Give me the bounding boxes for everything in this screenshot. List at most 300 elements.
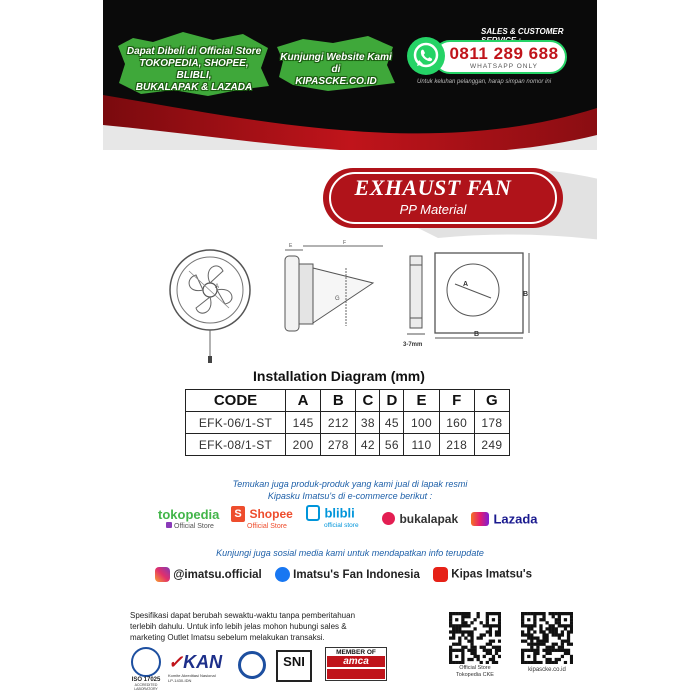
qr-module xyxy=(470,643,473,646)
qr-module xyxy=(486,618,489,621)
amca-badge xyxy=(325,647,387,681)
qr-module xyxy=(486,630,489,633)
qr-module xyxy=(492,618,495,621)
qr-module xyxy=(549,658,552,661)
qr-module xyxy=(458,643,461,646)
col-header-a: A xyxy=(286,390,321,412)
qr-module xyxy=(552,615,555,618)
qr-module xyxy=(564,618,567,621)
qr-module xyxy=(521,652,524,655)
qr1-caption-line: Tokopedia CKE xyxy=(456,672,494,678)
col-header-e: E xyxy=(404,390,439,412)
qr-module xyxy=(455,661,458,664)
iso-sub: ACCREDITED LABORATORY xyxy=(134,683,158,691)
qr-module xyxy=(455,618,458,621)
sni-badge xyxy=(276,650,312,682)
amca-label: amca xyxy=(327,656,385,667)
qr-module xyxy=(464,646,467,649)
g-mark-icon xyxy=(238,651,266,679)
qr-module xyxy=(539,612,542,615)
cell: 200 xyxy=(286,434,321,456)
qr-module xyxy=(533,618,536,621)
phone-number[interactable]: 0811 289 688 xyxy=(449,44,559,63)
qr-module xyxy=(555,612,558,615)
qr-module xyxy=(492,655,495,658)
qr-module xyxy=(527,624,530,627)
ecommerce-intro xyxy=(163,478,537,502)
qr-module xyxy=(477,658,480,661)
cell: 160 xyxy=(439,412,474,434)
qr-module xyxy=(545,633,548,636)
qr-module xyxy=(530,627,533,630)
youtube-channel[interactable]: Kipas Imatsu's xyxy=(451,568,532,581)
qr-module xyxy=(524,640,527,643)
qr-module xyxy=(483,624,486,627)
qr-module xyxy=(449,615,452,618)
qr-module xyxy=(564,612,567,615)
qr-module xyxy=(480,646,483,649)
qr-module xyxy=(467,615,470,618)
col-header-b: B xyxy=(321,390,356,412)
qr-module xyxy=(530,661,533,664)
blibli-logo[interactable] xyxy=(306,504,376,529)
qr-module xyxy=(561,633,564,636)
qr-module xyxy=(567,649,570,652)
qr-module xyxy=(564,640,567,643)
lazada-logo[interactable] xyxy=(471,510,551,528)
qr-module xyxy=(533,630,536,633)
label-a: A xyxy=(215,284,220,290)
qr-module xyxy=(524,661,527,664)
qr-module xyxy=(521,612,524,615)
qr-module xyxy=(567,636,570,639)
disclaimer xyxy=(130,610,425,643)
qr-module xyxy=(558,636,561,639)
qr-module xyxy=(473,618,476,621)
kan-label: KAN xyxy=(183,652,223,672)
qr-module xyxy=(521,621,524,624)
qr-module xyxy=(486,661,489,664)
qr-module xyxy=(489,652,492,655)
qr-module xyxy=(527,655,530,658)
qr-module xyxy=(527,643,530,646)
qr-module xyxy=(489,612,492,615)
label-f: F xyxy=(343,240,347,246)
qr-module xyxy=(521,615,524,618)
qr-module xyxy=(498,640,501,643)
qr-module xyxy=(552,643,555,646)
qr-module xyxy=(552,661,555,664)
qr-module xyxy=(542,630,545,633)
qr-module xyxy=(486,615,489,618)
cell: 178 xyxy=(474,412,509,434)
qr-module xyxy=(449,658,452,661)
qr-module xyxy=(458,661,461,664)
qr-module xyxy=(552,630,555,633)
qr-module xyxy=(549,652,552,655)
cell: 56 xyxy=(380,434,404,456)
qr-module xyxy=(461,612,464,615)
social-row xyxy=(155,567,555,582)
qr-module xyxy=(545,627,548,630)
product-sheet xyxy=(103,0,597,700)
qr-module xyxy=(536,640,539,643)
qr-module xyxy=(452,643,455,646)
qr-module xyxy=(567,624,570,627)
qr-module xyxy=(480,633,483,636)
qr-module xyxy=(473,627,476,630)
qr-code-tokopedia[interactable] xyxy=(449,612,501,664)
qr-module xyxy=(449,649,452,652)
qr-module xyxy=(470,652,473,655)
qr-module xyxy=(542,636,545,639)
qr-module xyxy=(489,633,492,636)
youtube-icon xyxy=(433,567,448,582)
qr-module xyxy=(542,649,545,652)
qr-module xyxy=(536,661,539,664)
qr-module xyxy=(498,649,501,652)
qr-module xyxy=(473,649,476,652)
sni-label: SNI xyxy=(283,654,305,669)
qr-module xyxy=(570,615,573,618)
qr-module xyxy=(549,649,552,652)
qr-module xyxy=(530,649,533,652)
qr-module xyxy=(567,640,570,643)
qr-module xyxy=(449,655,452,658)
qr-module xyxy=(521,658,524,661)
qr-module xyxy=(533,615,536,618)
qr-module xyxy=(461,624,464,627)
qr-module xyxy=(539,627,542,630)
qr-module xyxy=(549,661,552,664)
qr-module xyxy=(570,624,573,627)
qr-module xyxy=(498,633,501,636)
qr-module xyxy=(492,624,495,627)
facebook-icon xyxy=(275,567,290,582)
qr-module xyxy=(449,646,452,649)
product-subtitle: PP Material xyxy=(399,202,467,217)
qr-module xyxy=(464,636,467,639)
qr-module xyxy=(552,633,555,636)
col-header-g: G xyxy=(474,390,509,412)
qr-module xyxy=(473,655,476,658)
qr-module xyxy=(458,636,461,639)
qr-module xyxy=(542,615,545,618)
qr-module xyxy=(492,640,495,643)
cell: 45 xyxy=(380,412,404,434)
social-intro: Kunjungi juga sosial media kami untuk mendapatkan info terupdate xyxy=(216,548,484,558)
qr-module xyxy=(533,643,536,646)
qr-module xyxy=(521,633,524,636)
qr-module xyxy=(527,612,530,615)
qr-module xyxy=(455,624,458,627)
qr-module xyxy=(570,621,573,624)
qr-module xyxy=(530,633,533,636)
qr-module xyxy=(470,633,473,636)
qr2-caption: kipascke.co.id xyxy=(528,667,566,673)
qr-module xyxy=(480,621,483,624)
disclaimer-line: marketing Outlet Imatsu sebelum melakukan transaksi. xyxy=(130,633,325,642)
qr-module xyxy=(486,652,489,655)
qr-module xyxy=(542,618,545,621)
qr-module xyxy=(483,646,486,649)
qr-module xyxy=(498,655,501,658)
qr-module xyxy=(542,643,545,646)
table-row xyxy=(186,434,510,456)
qr-module xyxy=(464,624,467,627)
amca-emblem-icon xyxy=(327,669,385,679)
bukalapak-logo[interactable] xyxy=(382,510,466,528)
qr-module xyxy=(539,640,542,643)
label-b-bottom: B xyxy=(474,331,480,338)
whatsapp-icon xyxy=(405,35,447,77)
qr-module xyxy=(521,630,524,633)
qr-module xyxy=(555,649,558,652)
qr-module xyxy=(555,658,558,661)
qr-module xyxy=(533,649,536,652)
qr-module xyxy=(545,658,548,661)
qr-module xyxy=(486,621,489,624)
qr-code-website[interactable] xyxy=(521,612,573,664)
qr-module xyxy=(545,646,548,649)
mid-banner-line: Kunjungi Website Kami di xyxy=(280,52,392,75)
tokopedia-sub-label: Official Store xyxy=(174,523,214,530)
qr-module xyxy=(533,612,536,615)
qr-module xyxy=(542,633,545,636)
qr-module xyxy=(489,649,492,652)
qr-module xyxy=(470,640,473,643)
qr-module xyxy=(461,658,464,661)
qr-module xyxy=(564,627,567,630)
ecommerce-intro-line: Kipasku Imatsu's di e-commerce berikut : xyxy=(267,491,433,501)
qr-module xyxy=(558,618,561,621)
qr-module xyxy=(530,624,533,627)
qr-module xyxy=(464,615,467,618)
qr-module xyxy=(558,612,561,615)
qr-module xyxy=(558,633,561,636)
qr-module xyxy=(521,655,524,658)
facebook-page[interactable]: Imatsu's Fan Indonesia xyxy=(293,568,420,581)
qr-module xyxy=(521,640,524,643)
qr-module xyxy=(567,630,570,633)
qr-module xyxy=(558,649,561,652)
cell: 100 xyxy=(404,412,439,434)
qr-module xyxy=(455,655,458,658)
qr-module xyxy=(483,655,486,658)
cell: 249 xyxy=(474,434,509,456)
shopee-logo[interactable] xyxy=(231,505,301,530)
cell: 212 xyxy=(321,412,356,434)
qr-module xyxy=(470,646,473,649)
col-header-d: D xyxy=(380,390,404,412)
left-banner xyxy=(121,46,267,94)
qr-module xyxy=(458,627,461,630)
bukalapak-wordmark: bukalapak xyxy=(399,511,459,526)
qr-module xyxy=(539,630,542,633)
qr-module xyxy=(461,661,464,664)
qr-module xyxy=(495,630,498,633)
qr-module xyxy=(567,612,570,615)
qr-module xyxy=(449,618,452,621)
qr-module xyxy=(549,612,552,615)
qr-module xyxy=(492,658,495,661)
product-title: EXHAUST FAN xyxy=(354,175,512,200)
qr-module xyxy=(495,661,498,664)
lazada-wordmark: Lazada xyxy=(493,511,538,527)
col-header-code: CODE xyxy=(186,390,286,412)
disclaimer-line: Spesifikasi dapat berubah sewaktu-waktu tanpa pemberitahuan xyxy=(130,611,356,620)
spec-table xyxy=(185,389,510,456)
cell: 42 xyxy=(356,434,380,456)
qr-module xyxy=(467,633,470,636)
qr-module xyxy=(536,649,539,652)
ecommerce-intro-line: Temukan juga produk-produk yang kami jual di lapak resmi xyxy=(232,479,468,489)
qr-module xyxy=(473,652,476,655)
qr-module xyxy=(542,612,545,615)
qr-module xyxy=(498,627,501,630)
iso-badge xyxy=(130,647,162,691)
qr-module xyxy=(458,624,461,627)
qr-module xyxy=(555,618,558,621)
qr-module xyxy=(498,621,501,624)
qr-module xyxy=(495,646,498,649)
qr-module xyxy=(533,624,536,627)
qr-module xyxy=(452,636,455,639)
left-banner-line: BUKALAPAK & LAZADA xyxy=(135,82,253,93)
qr-module xyxy=(533,652,536,655)
qr-module xyxy=(555,633,558,636)
qr-module xyxy=(524,649,527,652)
qr-module xyxy=(452,661,455,664)
service-note: Untuk keluhan pelanggan, harap simpan nomor ini xyxy=(417,79,552,85)
qr-module xyxy=(555,630,558,633)
qr-module xyxy=(564,652,567,655)
qr-module xyxy=(455,627,458,630)
qr-module xyxy=(570,627,573,630)
qr-module xyxy=(521,624,524,627)
qr-module xyxy=(536,636,539,639)
qr-module xyxy=(521,661,524,664)
qr-module xyxy=(555,643,558,646)
kan-sub: Komite Akreditasi Nasional xyxy=(168,673,216,678)
qr-module xyxy=(477,612,480,615)
qr-module xyxy=(545,640,548,643)
bukalapak-icon xyxy=(382,512,395,525)
qr-module xyxy=(464,612,467,615)
qr-module xyxy=(561,640,564,643)
qr-module xyxy=(489,643,492,646)
kan-badge: ✓KAN Komite Akreditasi Nasional LP-1430-IDN xyxy=(168,652,226,683)
qr-module xyxy=(527,649,530,652)
mount-side-profile xyxy=(403,256,425,348)
qr-module xyxy=(570,655,573,658)
qr-module xyxy=(564,661,567,664)
qr-module xyxy=(452,630,455,633)
instagram-handle[interactable]: @imatsu.official xyxy=(173,568,262,581)
qr-module xyxy=(467,658,470,661)
qr-module xyxy=(486,649,489,652)
qr-module xyxy=(452,612,455,615)
qr-module xyxy=(533,661,536,664)
qr1-caption xyxy=(441,665,509,679)
qr-module xyxy=(498,612,501,615)
qr-module xyxy=(561,630,564,633)
qr-module xyxy=(561,612,564,615)
qr-module xyxy=(530,646,533,649)
cell: 218 xyxy=(439,434,474,456)
qr-module xyxy=(495,652,498,655)
qr-module xyxy=(555,627,558,630)
qr-module xyxy=(561,655,564,658)
qr-module xyxy=(524,633,527,636)
tokopedia-wordmark: tokopedia xyxy=(158,507,220,522)
qr-module xyxy=(452,624,455,627)
cell-code: EFK-06/1-ST xyxy=(186,412,286,434)
qr-module xyxy=(570,643,573,646)
qr-module xyxy=(461,633,464,636)
qr-module xyxy=(527,630,530,633)
cell: 110 xyxy=(404,434,439,456)
qr-module xyxy=(473,646,476,649)
qr-module xyxy=(570,612,573,615)
cell: 145 xyxy=(286,412,321,434)
qr-module xyxy=(449,630,452,633)
qr-module xyxy=(452,627,455,630)
qr-module xyxy=(477,636,480,639)
qr-module xyxy=(461,649,464,652)
qr-module xyxy=(452,649,455,652)
qr-module xyxy=(555,661,558,664)
qr-module xyxy=(449,624,452,627)
qr-module xyxy=(527,661,530,664)
qr-module xyxy=(483,633,486,636)
qr-module xyxy=(570,658,573,661)
qr-module xyxy=(461,646,464,649)
blibli-sub: official store xyxy=(324,522,359,529)
iso-label: ISO 17025 xyxy=(131,677,161,683)
qr-module xyxy=(449,636,452,639)
qr-module xyxy=(480,636,483,639)
qr-module xyxy=(498,615,501,618)
qr-module xyxy=(449,621,452,624)
qr-module xyxy=(477,655,480,658)
qr-module xyxy=(539,643,542,646)
installation-diagram xyxy=(163,238,538,368)
qr-module xyxy=(470,658,473,661)
qr-module xyxy=(464,630,467,633)
qr-module xyxy=(467,649,470,652)
label-e: E xyxy=(289,243,293,249)
qr-module xyxy=(549,646,552,649)
qr-module xyxy=(558,658,561,661)
qr-module xyxy=(489,630,492,633)
qr-module xyxy=(561,646,564,649)
qr-module xyxy=(558,624,561,627)
tokopedia-logo[interactable] xyxy=(158,507,226,530)
qr-module xyxy=(455,649,458,652)
qr-module xyxy=(498,646,501,649)
qr-module xyxy=(521,649,524,652)
qr-module xyxy=(545,652,548,655)
qr-module xyxy=(470,649,473,652)
qr-module xyxy=(449,612,452,615)
shopee-wordmark: Shopee xyxy=(249,506,293,521)
left-banner-line: Dapat Dibeli di Official Store xyxy=(126,46,262,57)
qr-module xyxy=(498,630,501,633)
qr-module xyxy=(552,649,555,652)
qr-module xyxy=(486,624,489,627)
qr-module xyxy=(549,630,552,633)
